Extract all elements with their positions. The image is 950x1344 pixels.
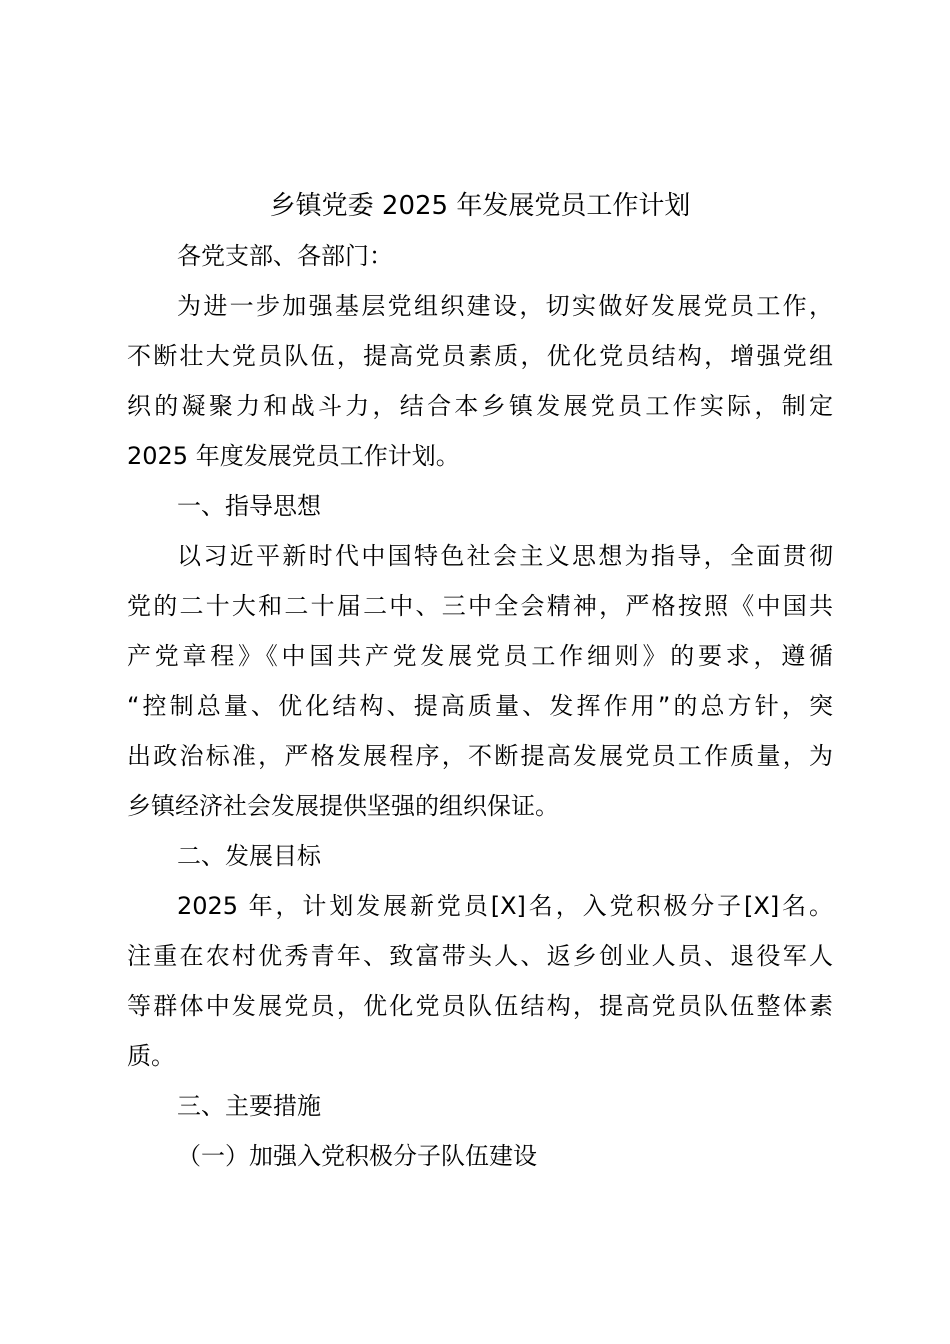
section-heading-development-goals: 二、发展目标 [177, 842, 321, 870]
document-body [127, 181, 833, 1181]
paragraph-line: 产党章程》《中国共产党发展党员工作细则》的要求，遵循 [127, 642, 833, 670]
paragraph-line: “控制总量、优化结构、提高质量、发挥作用”的总方针，突 [127, 692, 833, 720]
paragraph-line: 党的二十大和二十届二中、三中全会精神，严格按照《中国共 [127, 592, 833, 620]
paragraph-line: 乡镇经济社会发展提供坚强的组织保证。 [127, 792, 559, 820]
paragraph-line: 注重在农村优秀青年、致富带头人、返乡创业人员、退役军人 [127, 942, 833, 970]
paragraph-line: 以习近平新时代中国特色社会主义思想为指导，全面贯彻 [177, 542, 833, 570]
section-heading-guiding-ideology: 一、指导思想 [177, 492, 321, 520]
paragraph-line: 2025 年，计划发展新党员[X]名，入党积极分子[X]名。 [177, 892, 833, 920]
paragraph-line: 不断壮大党员队伍，提高党员素质，优化党员结构，增强党组 [127, 342, 833, 370]
paragraph-line: 织的凝聚力和战斗力，结合本乡镇发展党员工作实际，制定 [127, 392, 833, 420]
intro-paragraph [127, 281, 833, 481]
section-heading-main-measures: 三、主要措施 [177, 1092, 321, 1120]
paragraph-line: 质。 [127, 1042, 175, 1070]
subsection-heading-activists: （一）加强入党积极分子队伍建设 [177, 1142, 537, 1170]
paragraph-line: 为进一步加强基层党组织建设，切实做好发展党员工作， [177, 292, 833, 320]
document-title: 乡镇党委 2025 年发展党员工作计划 [269, 191, 691, 221]
paragraph-line: 出政治标准，严格发展程序，不断提高发展党员工作质量，为 [127, 742, 833, 770]
paragraph-line: 等群体中发展党员，优化党员队伍结构，提高党员队伍整体素 [127, 992, 833, 1020]
guiding-ideology-paragraph [127, 531, 833, 831]
paragraph-line: 2025 年度发展党员工作计划。 [127, 442, 460, 470]
salutation: 各党支部、各部门： [177, 242, 393, 270]
development-goals-paragraph [127, 881, 833, 1081]
